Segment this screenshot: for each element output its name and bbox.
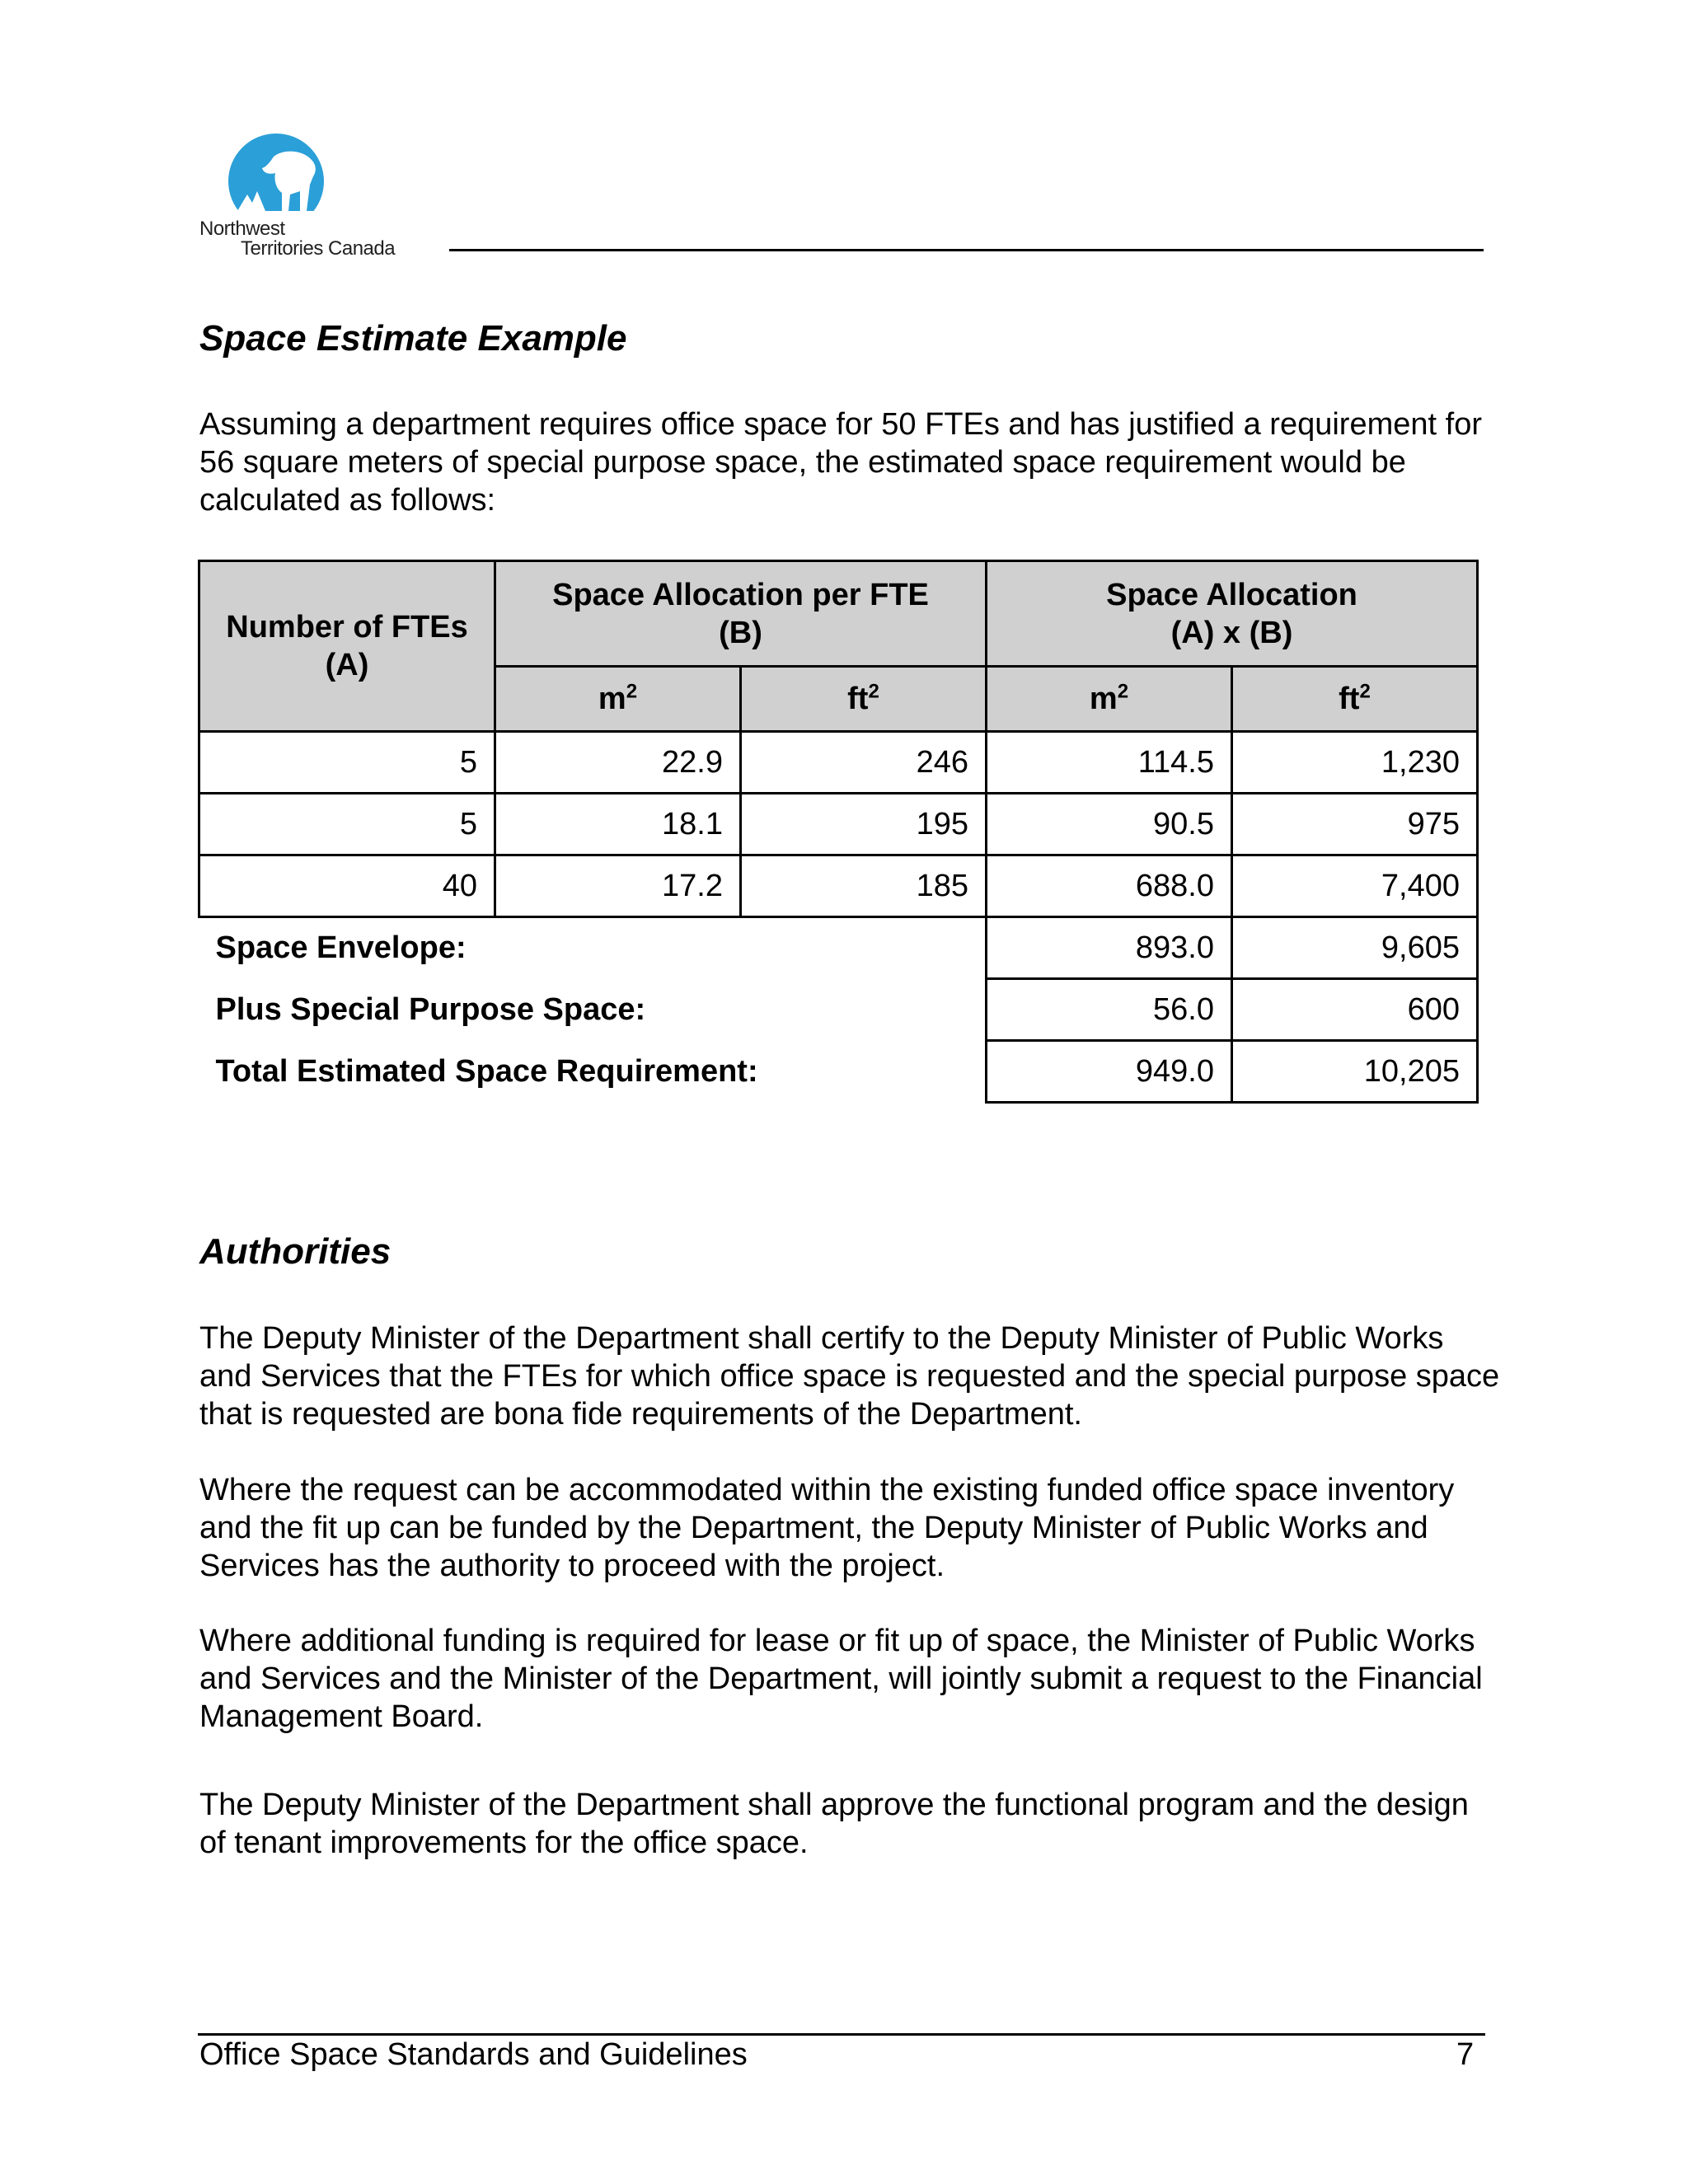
cell-special-m2: 56.0 xyxy=(987,979,1232,1041)
table-row xyxy=(199,855,1478,917)
unit-m2-ab: $m^2$ xyxy=(987,667,1232,732)
space-estimate-table xyxy=(198,560,1479,1104)
cell-ab-ft2: 975 xyxy=(1232,794,1478,855)
cell-total-m2: 949.0 xyxy=(987,1041,1232,1103)
header-ftes-label: Number of FTEs xyxy=(226,610,468,644)
cell-b-ft2: 195 xyxy=(741,794,987,855)
label-total-requirement: Total Estimated Space Requirement: xyxy=(215,1053,758,1089)
table-row xyxy=(199,732,1478,794)
cell-envelope-m2: 893.0 xyxy=(987,917,1232,979)
logo-text-northwest: Northwest xyxy=(199,218,285,240)
header-per-fte-sub: (B) xyxy=(719,615,762,650)
footer-page-number: 7 xyxy=(1456,2037,1475,2072)
section-heading-space-estimate: Space Estimate Example xyxy=(199,318,627,359)
logo-text-territories: Territories Canada xyxy=(241,237,396,260)
header-ftes-sub: (A) xyxy=(325,648,369,682)
polar-bear-logo-icon xyxy=(224,132,328,219)
cell-ab-m2: 688.0 xyxy=(987,855,1232,917)
intro-paragraph: Assuming a department requires office space for 50 FTEs and has justified a requirement for 56 square meters of special purpose space, the estimated space requirement would be calculated as follows: xyxy=(199,407,1482,518)
header-number-of-ftes xyxy=(199,561,495,732)
total-row-special-purpose xyxy=(199,979,1478,1041)
table-row xyxy=(199,794,1478,855)
cell-b-m2: 17.2 xyxy=(495,855,741,917)
unit-ft2-b: $ft^2$ xyxy=(741,667,987,732)
unit-m2-b: $m^2$ xyxy=(495,667,741,732)
cell-ab-m2: 90.5 xyxy=(987,794,1232,855)
section-heading-authorities: Authorities xyxy=(199,1231,392,1272)
nwt-logo xyxy=(199,132,438,264)
cell-b-m2: 22.9 xyxy=(495,732,741,794)
cell-ab-ft2: 7,400 xyxy=(1232,855,1478,917)
footer-rule xyxy=(198,2033,1485,2036)
header-per-fte-label: Space Allocation per FTE xyxy=(552,577,929,612)
header-rule xyxy=(449,249,1484,251)
unit-ft2-ab: $ft^2$ xyxy=(1232,667,1478,732)
header-allocation-sub: (A) x (B) xyxy=(1170,615,1293,650)
header-allocation-label: Space Allocation xyxy=(1106,577,1357,612)
authorities-paragraph-1: The Deputy Minister of the Department shall certify to the Deputy Minister of Public Works and Services that the FTEs for which office space is requested and the special purpose space that is requested are bona fide requirements of the Department. xyxy=(199,1321,1500,1432)
cell-ftes: 5 xyxy=(199,732,495,794)
total-row-space-envelope xyxy=(199,917,1478,979)
cell-ab-m2: 114.5 xyxy=(987,732,1232,794)
header-allocation-total xyxy=(987,561,1478,667)
label-special-purpose: Plus Special Purpose Space: xyxy=(215,991,646,1027)
cell-b-m2: 18.1 xyxy=(495,794,741,855)
authorities-paragraph-2: Where the request can be accommodated within the existing funded office space inventory and the fit up can be funded by the Department, the Deputy Minister of Public Works and Services has the authority to proceed with the project. xyxy=(199,1473,1455,1583)
cell-special-ft2: 600 xyxy=(1232,979,1478,1041)
authorities-paragraph-4: The Deputy Minister of the Department shall approve the functional program and the design of tenant improvements for the office space. xyxy=(199,1788,1469,1860)
authorities-paragraph-3: Where additional funding is required for lease or fit up of space, the Minister of Public Works and Services and the Minister of the Department, will jointly submit a request to the Financial Management Board. xyxy=(199,1624,1483,1734)
footer-document-title: Office Space Standards and Guidelines xyxy=(199,2037,748,2072)
cell-ftes: 5 xyxy=(199,794,495,855)
cell-envelope-ft2: 9,605 xyxy=(1232,917,1478,979)
cell-ftes: 40 xyxy=(199,855,495,917)
cell-b-ft2: 246 xyxy=(741,732,987,794)
label-space-envelope: Space Envelope: xyxy=(215,930,467,966)
header-allocation-per-fte xyxy=(495,561,987,667)
cell-ab-ft2: 1,230 xyxy=(1232,732,1478,794)
cell-total-ft2: 10,205 xyxy=(1232,1041,1478,1103)
total-row-estimated-requirement xyxy=(199,1041,1478,1103)
cell-b-ft2: 185 xyxy=(741,855,987,917)
